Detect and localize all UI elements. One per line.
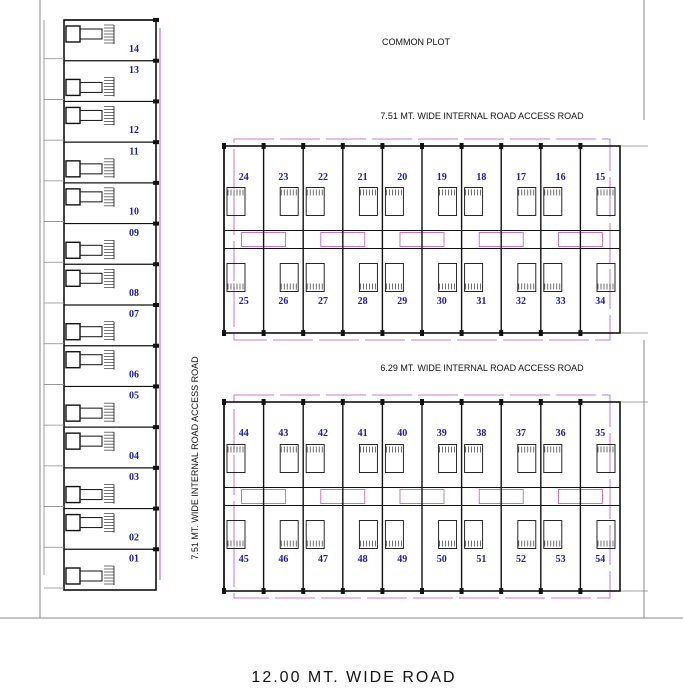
- left-plot-08: [44, 262, 159, 303]
- plot-number: 30: [436, 296, 447, 307]
- block-column: [420, 399, 457, 594]
- plot-number: 47: [318, 554, 328, 565]
- top-road-label: 7.51 MT. WIDE INTERNAL ROAD ACCESS ROAD: [380, 111, 584, 121]
- plot-number: 29: [397, 296, 408, 307]
- plot-number: 08: [129, 288, 139, 300]
- bottom-road-label: 12.00 MT. WIDE ROAD: [251, 669, 457, 686]
- plot-number: 24: [238, 172, 249, 183]
- left-plot-03: [44, 466, 159, 507]
- plot-number: 21: [357, 172, 368, 183]
- block-column: [222, 143, 249, 336]
- plot-number: 36: [555, 428, 566, 439]
- block-column: [301, 399, 328, 594]
- plot-number: 14: [129, 43, 139, 55]
- plot-number: 04: [129, 450, 139, 462]
- block-column: [539, 143, 566, 336]
- plot-number: 16: [555, 172, 566, 183]
- block-column: [578, 143, 615, 336]
- plot-number: 48: [357, 554, 368, 565]
- plot-number: 46: [278, 554, 289, 565]
- left-plot-10: [44, 181, 159, 222]
- plot-number: 50: [436, 554, 447, 565]
- plot-number: 27: [318, 296, 328, 307]
- block-column: [499, 143, 536, 336]
- plot-number: 43: [278, 428, 289, 439]
- plot-number: 25: [238, 296, 249, 307]
- middle-road-label: 6.29 MT. WIDE INTERNAL ROAD ACCESS ROAD: [380, 363, 584, 373]
- plot-number: 53: [555, 554, 566, 565]
- common-plot-label: COMMON PLOT: [381, 37, 451, 47]
- vertical-road-label: 7.51 MT. WIDE INTERNAL ROAD ACCESS ROAD: [190, 356, 200, 560]
- plot-number: 22: [318, 172, 328, 183]
- plot-number: 42: [318, 428, 328, 439]
- plot-number: 10: [129, 206, 139, 218]
- plot-number: 12: [129, 125, 139, 137]
- left-plot-09: [44, 222, 159, 263]
- plot-number: 20: [397, 172, 408, 183]
- plot-number: 03: [129, 472, 139, 484]
- left-plot-column: [44, 18, 160, 590]
- plot-number: 05: [129, 390, 139, 402]
- plot-number: 40: [397, 428, 408, 439]
- left-plot-13: [44, 59, 159, 100]
- block-column: [499, 399, 536, 594]
- plot-number: 51: [476, 554, 487, 565]
- left-plot-04: [44, 425, 159, 466]
- plot-number: 54: [595, 554, 606, 565]
- plot-number: 38: [476, 428, 487, 439]
- plot-number: 45: [238, 554, 249, 565]
- plot-number: 07: [129, 309, 139, 321]
- plot-number: 32: [516, 296, 526, 307]
- block-column: [222, 399, 249, 594]
- plot-number: 37: [516, 428, 526, 439]
- plot-number: 26: [278, 296, 289, 307]
- plot-number: 31: [476, 296, 487, 307]
- plot-number: 15: [595, 172, 606, 183]
- left-plot-05: [44, 384, 159, 425]
- plot-number: 11: [129, 146, 139, 158]
- block-1: [222, 139, 648, 340]
- plot-number: 35: [595, 428, 606, 439]
- plot-number: 13: [129, 64, 139, 76]
- block-column: [578, 399, 615, 594]
- block-column: [420, 143, 457, 336]
- left-plot-11: [44, 140, 159, 181]
- block-column: [380, 399, 407, 594]
- left-plot-14: [44, 18, 159, 59]
- left-plot-02: [44, 507, 159, 548]
- plot-number: 28: [357, 296, 368, 307]
- block-column: [460, 143, 487, 336]
- left-plot-06: [44, 344, 159, 385]
- block-2: [222, 395, 648, 598]
- plot-number: 34: [595, 296, 606, 307]
- plot-number: 39: [436, 428, 447, 439]
- plot-number: 01: [129, 553, 139, 565]
- plot-number: 41: [357, 428, 368, 439]
- left-plot-01: [44, 547, 159, 588]
- block-column: [539, 399, 566, 594]
- plot-number: 52: [516, 554, 526, 565]
- plot-number: 23: [278, 172, 289, 183]
- plot-number: 44: [238, 428, 249, 439]
- block-column: [262, 143, 299, 336]
- left-plot-12: [44, 99, 159, 140]
- plot-number: 02: [129, 532, 139, 544]
- block-column: [341, 399, 378, 594]
- plot-number: 49: [397, 554, 408, 565]
- block-column: [341, 143, 378, 336]
- block-column: [301, 143, 328, 336]
- block-column: [460, 399, 487, 594]
- plot-number: 19: [436, 172, 447, 183]
- plot-number: 33: [555, 296, 566, 307]
- block-column: [380, 143, 407, 336]
- plot-number: 17: [516, 172, 526, 183]
- left-plot-07: [44, 303, 159, 344]
- plot-number: 18: [476, 172, 487, 183]
- block-column: [262, 399, 299, 594]
- plot-number: 06: [129, 369, 139, 381]
- plot-number: 09: [129, 227, 139, 239]
